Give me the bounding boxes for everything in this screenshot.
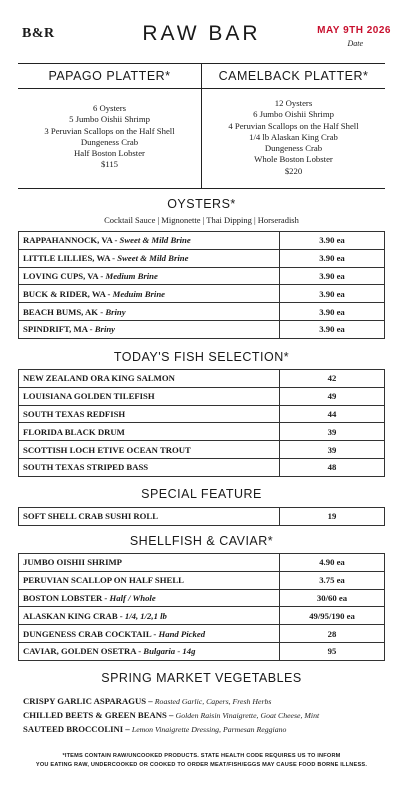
item-name: LOVING CUPS, VA - Medium Brine bbox=[19, 267, 280, 285]
table-row bbox=[19, 589, 385, 607]
table-row bbox=[19, 554, 385, 572]
item-name: DUNGENESS CRAB COCKTAIL - Hand Picked bbox=[19, 625, 280, 643]
special-table bbox=[18, 507, 385, 526]
fish-heading: TODAY'S FISH SELECTION* bbox=[113, 350, 290, 364]
item-price: 49/95/190 ea bbox=[280, 607, 385, 625]
item-price: 48 bbox=[280, 458, 385, 476]
item-price: 28 bbox=[280, 625, 385, 643]
table-row bbox=[19, 508, 385, 526]
table-row bbox=[19, 285, 385, 303]
item-name: CAVIAR, GOLDEN OSETRA - Bulgaria - 14g bbox=[19, 642, 280, 660]
item-price: 3.90 ea bbox=[280, 303, 385, 321]
item-price: 39 bbox=[280, 441, 385, 459]
platter-item: Half Boston Lobster bbox=[74, 148, 145, 159]
table-row bbox=[19, 625, 385, 643]
platters-box bbox=[18, 63, 385, 189]
table-row bbox=[19, 607, 385, 625]
item-name: ALASKAN KING CRAB - 1/4, 1/2,1 lb bbox=[19, 607, 280, 625]
item-price: 3.90 ea bbox=[280, 249, 385, 267]
platter-papago bbox=[18, 64, 201, 188]
item-name: PERUVIAN SCALLOP ON HALF SHELL bbox=[19, 571, 280, 589]
item-price: 49 bbox=[280, 387, 385, 405]
item-price: 19 bbox=[280, 508, 385, 526]
item-price: 4.90 ea bbox=[280, 554, 385, 572]
item-price: 30/60 ea bbox=[280, 589, 385, 607]
logo: B&R bbox=[22, 26, 55, 41]
menu-date: MAY 9TH 2026 bbox=[317, 25, 391, 36]
item-name: SOUTH TEXAS REDFISH bbox=[19, 405, 280, 423]
item-name: SOUTH TEXAS STRIPED BASS bbox=[19, 458, 280, 476]
platter-item: Dungeness Crab bbox=[80, 136, 139, 147]
item-name: SOFT SHELL CRAB SUSHI ROLL bbox=[19, 508, 280, 526]
disclaimer-line: *ITEMS CONTAIN RAW/UNCOOKED PRODUCTS. STATE HEALTH CODE REQUIRES US TO INFORM bbox=[62, 753, 341, 759]
table-row bbox=[19, 441, 385, 459]
platter-item: 4 Peruvian Scallops on the Half Shell bbox=[228, 120, 359, 131]
platter-item: 5 Jumbo Oishii Shrimp bbox=[69, 114, 150, 125]
oysters-sauces: Cocktail Sauce | Mignonette | Thai Dipping | Horseradish bbox=[104, 215, 299, 225]
table-row bbox=[19, 458, 385, 476]
table-row bbox=[19, 387, 385, 405]
date-label: Date bbox=[347, 39, 363, 48]
platter-item: 3 Peruvian Scallops on the Half Shell bbox=[44, 125, 175, 136]
platter-item: 12 Oysters bbox=[274, 98, 313, 108]
item-name: JUMBO OISHII SHRIMP bbox=[19, 554, 280, 572]
item-name: LOUISIANA GOLDEN TILEFISH bbox=[19, 387, 280, 405]
item-price: 3.90 ea bbox=[280, 232, 385, 250]
fish-table bbox=[18, 369, 385, 477]
platter-price: $115 bbox=[100, 159, 119, 170]
platter-title: CAMELBACK PLATTER* bbox=[202, 64, 385, 89]
platter-item: 6 Oysters bbox=[92, 103, 127, 113]
platter-camelback bbox=[201, 64, 385, 188]
platter-item: 6 Jumbo Oishii Shrimp bbox=[253, 109, 334, 120]
table-row bbox=[19, 405, 385, 423]
item-name: FLORIDA BLACK DRUM bbox=[19, 423, 280, 441]
item-name: LITTLE LILLIES, WA - Sweet & Mild Brine bbox=[19, 249, 280, 267]
platter-title: PAPAGO PLATTER* bbox=[18, 64, 201, 89]
disclaimer-line: YOU EATING RAW, UNDERCOOKED OR COOKED TO ORDER MEAT/FISH/EGGS MAY CAUSE FOOD BORNE ILLNESS. bbox=[35, 761, 368, 768]
table-row bbox=[19, 642, 385, 660]
table-row bbox=[19, 267, 385, 285]
oysters-heading: OYSTERS* bbox=[167, 197, 236, 211]
page-title: RAW BAR bbox=[142, 22, 261, 45]
item-price: 3.90 ea bbox=[280, 285, 385, 303]
vegetable-item: CRISPY GARLIC ASPARAGUS – Roasted Garlic, Capers, Fresh Herbs bbox=[23, 696, 272, 706]
platter-item: Whole Boston Lobster bbox=[254, 154, 333, 165]
item-price: 3.90 ea bbox=[280, 320, 385, 338]
table-row bbox=[19, 370, 385, 388]
platter-item: 1/4 lb Alaskan King Crab bbox=[249, 131, 338, 142]
item-price: 42 bbox=[280, 370, 385, 388]
table-row bbox=[19, 571, 385, 589]
vegetable-item: SAUTEED BROCCOLINI – Lemon Vinaigrette Dressing, Parmesan Reggiano bbox=[23, 724, 287, 734]
item-price: 3.75 ea bbox=[280, 571, 385, 589]
item-name: SPINDRIFT, MA - Briny bbox=[19, 320, 280, 338]
table-row bbox=[19, 320, 385, 338]
table-row bbox=[19, 232, 385, 250]
special-heading: SPECIAL FEATURE bbox=[141, 487, 262, 501]
table-row bbox=[19, 423, 385, 441]
vegetables-heading: SPRING MARKET VEGETABLES bbox=[101, 671, 302, 685]
item-name: BUCK & RIDER, WA - Meduim Brine bbox=[19, 285, 280, 303]
vegetable-item: CHILLED BEETS & GREEN BEANS – Golden Raisin Vinaigrette, Goat Cheese, Mint bbox=[23, 710, 320, 720]
item-price: 95 bbox=[280, 642, 385, 660]
oysters-table bbox=[18, 231, 385, 339]
shellfish-table bbox=[18, 553, 385, 661]
platter-price: $220 bbox=[284, 165, 303, 176]
item-price: 44 bbox=[280, 405, 385, 423]
table-row bbox=[19, 249, 385, 267]
item-name: SCOTTISH LOCH ETIVE OCEAN TROUT bbox=[19, 441, 280, 459]
item-name: NEW ZEALAND ORA KING SALMON bbox=[19, 370, 280, 388]
item-name: BOSTON LOBSTER - Half / Whole bbox=[19, 589, 280, 607]
item-name: RAPPAHANNOCK, VA - Sweet & Mild Brine bbox=[19, 232, 280, 250]
item-name: BEACH BUMS, AK - Briny bbox=[19, 303, 280, 321]
platter-item: Dungeness Crab bbox=[264, 143, 323, 154]
item-price: 3.90 ea bbox=[280, 267, 385, 285]
health-disclaimer bbox=[0, 752, 403, 769]
item-price: 39 bbox=[280, 423, 385, 441]
shellfish-heading: SHELLFISH & CAVIAR* bbox=[129, 534, 274, 548]
table-row bbox=[19, 303, 385, 321]
